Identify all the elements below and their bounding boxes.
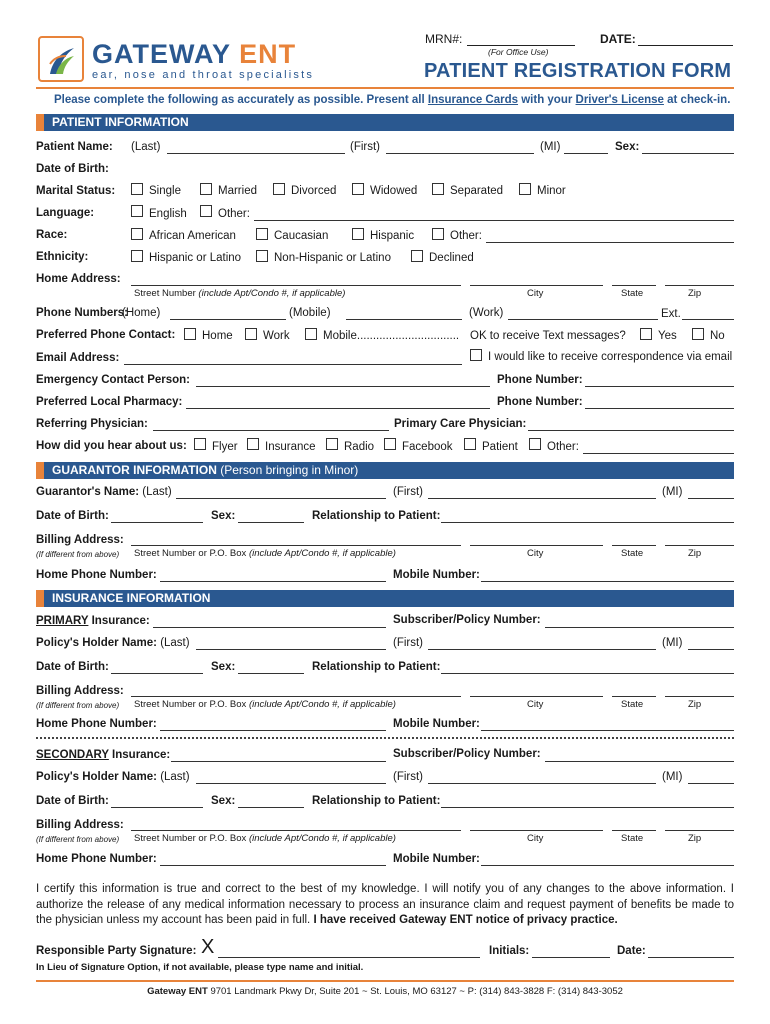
form-header xyxy=(0,0,770,95)
secondary-holder-mi-field[interactable] xyxy=(688,783,734,784)
primary-dob-field[interactable] xyxy=(111,673,203,674)
ext-label: Ext. xyxy=(661,308,681,320)
hear-other-field[interactable] xyxy=(583,453,734,454)
language-option-label: Other: xyxy=(218,208,250,220)
hear-flyer-checkbox[interactable] xyxy=(194,438,206,450)
secondary-word: SECONDARY xyxy=(36,749,109,761)
instructions-text: with your xyxy=(518,94,576,106)
patient-first-name-field[interactable] xyxy=(386,153,534,154)
street-po-text: Street Number or P.O. Box xyxy=(134,833,247,844)
city-hint: City xyxy=(527,833,544,844)
guarantor-home-phone-label: Home Phone Number: xyxy=(36,569,157,581)
yes-label: Yes xyxy=(658,330,677,342)
guarantor-relationship-field[interactable] xyxy=(441,522,734,523)
pharmacy-phone-field[interactable] xyxy=(585,408,734,409)
section-title: PATIENT INFORMATION xyxy=(52,115,189,129)
pharmacy-field[interactable] xyxy=(186,408,490,409)
drivers-license-text: Driver's License xyxy=(575,94,664,106)
marital-option-label: Minor xyxy=(537,185,566,197)
secondary-billing-street-field[interactable] xyxy=(131,830,461,831)
footer-brand: Gateway ENT xyxy=(147,986,208,997)
pharmacy-phone-label: Phone Number: xyxy=(497,396,583,408)
section-title xyxy=(52,463,358,477)
hear-option-label: Flyer xyxy=(212,441,238,453)
if-different-note: (If different from above) xyxy=(36,550,120,559)
guarantor-billing-city-field[interactable] xyxy=(470,545,603,546)
primary-mobile-label: Mobile Number: xyxy=(393,718,480,730)
initials-label: Initials: xyxy=(489,945,530,957)
zip-hint: Zip xyxy=(688,699,702,710)
secondary-sex-label: Sex: xyxy=(211,795,236,807)
initials-field[interactable] xyxy=(532,957,610,958)
section-accent xyxy=(36,590,44,607)
guarantor-sex-field[interactable] xyxy=(238,522,304,523)
street-po-hint xyxy=(134,547,396,561)
secondary-subscriber-label: Subscriber/Policy Number: xyxy=(393,748,541,760)
pharmacy-label: Preferred Local Pharmacy: xyxy=(36,396,183,408)
emergency-contact-label: Emergency Contact Person: xyxy=(36,374,191,386)
if-different-note: (If different from above) xyxy=(36,701,120,710)
language-option-label: English xyxy=(149,208,187,220)
secondary-holder-label xyxy=(36,770,190,784)
insurance-cards-text: Insurance Cards xyxy=(427,94,519,106)
first-name-label: (First) xyxy=(393,486,424,498)
home-phone-label: (Home) xyxy=(122,307,161,319)
hear-insurance-checkbox[interactable] xyxy=(247,438,259,450)
insurance-divider xyxy=(36,737,734,739)
signature-date-label: Date: xyxy=(617,945,646,957)
insurance-section-header xyxy=(36,590,734,607)
contact-option-label: Home xyxy=(202,330,233,342)
ethnicity-option-label: Non-Hispanic or Latino xyxy=(274,252,391,264)
primary-sex-field[interactable] xyxy=(238,673,304,674)
hear-facebook-checkbox[interactable] xyxy=(384,438,396,450)
guarantor-sex-label: Sex: xyxy=(211,510,236,522)
email-correspondence-label: I would like to receive correspondence via email xyxy=(488,351,733,363)
race-label: Race: xyxy=(36,229,68,241)
city-hint: City xyxy=(527,288,544,299)
patient-mi-field[interactable] xyxy=(564,153,608,154)
hear-patient-checkbox[interactable] xyxy=(464,438,476,450)
emergency-phone-field[interactable] xyxy=(585,386,734,387)
hear-option-label: Insurance xyxy=(265,441,316,453)
work-phone-label: (Work) xyxy=(469,307,504,319)
primary-holder-mi-field[interactable] xyxy=(688,649,734,650)
secondary-billing-city-field[interactable] xyxy=(470,830,603,831)
email-label: Email Address: xyxy=(36,352,120,364)
email-field[interactable] xyxy=(124,364,462,365)
primary-mobile-field[interactable] xyxy=(481,730,734,731)
text-yes-checkbox[interactable] xyxy=(640,328,652,340)
hear-other-checkbox[interactable] xyxy=(529,438,541,450)
secondary-billing-label: Billing Address: xyxy=(36,819,124,831)
apt-note-text: (include Apt/Condo #, if applicable) xyxy=(248,699,396,710)
ethnicity-hispanic-checkbox[interactable] xyxy=(131,250,143,262)
primary-holder-first-field[interactable] xyxy=(428,649,656,650)
mobile-phone-field[interactable] xyxy=(346,319,462,320)
apt-note-text: (include Apt/Condo #, if applicable) xyxy=(248,548,396,559)
guarantor-relationship-label: Relationship to Patient: xyxy=(312,510,441,522)
signature-field[interactable] xyxy=(218,957,480,958)
last-name-label: (Last) xyxy=(160,771,190,783)
primary-word: PRIMARY xyxy=(36,615,89,627)
mi-label: (MI) xyxy=(540,141,561,153)
guarantor-mobile-field[interactable] xyxy=(481,581,734,582)
race-caucasian-checkbox[interactable] xyxy=(256,228,268,240)
marital-minor-checkbox[interactable] xyxy=(519,183,531,195)
date-field[interactable] xyxy=(638,45,733,46)
guarantor-mobile-label: Mobile Number: xyxy=(393,569,480,581)
logo-tagline: ear, nose and throat specialists xyxy=(92,69,315,81)
guarantor-dob-field[interactable] xyxy=(111,522,203,523)
insurance-suffix: Insurance: xyxy=(88,615,150,627)
race-option-label: African American xyxy=(149,230,236,242)
emergency-phone-label: Phone Number: xyxy=(497,374,583,386)
street-po-text: Street Number or P.O. Box xyxy=(134,699,247,710)
first-name-label: (First) xyxy=(393,771,424,783)
pcp-label: Primary Care Physician: xyxy=(394,418,527,430)
dob-label: Date of Birth: xyxy=(36,163,109,175)
race-other-field[interactable] xyxy=(486,242,734,243)
instructions xyxy=(54,94,730,106)
race-other-checkbox[interactable] xyxy=(432,228,444,240)
guarantor-billing-state-field[interactable] xyxy=(612,545,656,546)
patient-section-header xyxy=(36,114,734,131)
home-address-label: Home Address: xyxy=(36,273,121,285)
mrn-field[interactable] xyxy=(467,45,575,46)
guarantor-last-name-field[interactable] xyxy=(176,498,386,499)
contact-option-label: Mobile................................ xyxy=(323,330,460,342)
guarantor-first-name-field[interactable] xyxy=(428,498,656,499)
contact-work-checkbox[interactable] xyxy=(245,328,257,340)
language-label: Language: xyxy=(36,207,95,219)
privacy-notice-text: I have received Gateway ENT notice of privacy practice. xyxy=(313,914,618,926)
text-no-checkbox[interactable] xyxy=(692,328,704,340)
referring-physician-field[interactable] xyxy=(153,430,389,431)
state-hint: State xyxy=(621,288,644,299)
state-hint: State xyxy=(621,833,644,844)
secondary-billing-zip-field[interactable] xyxy=(665,830,734,831)
primary-relationship-field[interactable] xyxy=(441,673,734,674)
sex-label: Sex: xyxy=(615,141,640,153)
text-messages-label: OK to receive Text messages? xyxy=(470,330,626,342)
city-hint: City xyxy=(527,699,544,710)
secondary-dob-field[interactable] xyxy=(111,807,203,808)
footer-address: 9701 Landmark Pkwy Dr, Suite 201 ~ St. Louis, MO 63127 ~ P: (314) 843-3828 F: (314) 843-3052 xyxy=(207,986,623,997)
guarantor-section-header xyxy=(36,462,734,479)
section-title: INSURANCE INFORMATION xyxy=(52,591,211,605)
language-other-checkbox[interactable] xyxy=(200,205,212,217)
leaf-icon xyxy=(46,44,78,76)
date-label: DATE: xyxy=(600,32,636,46)
guarantor-subtitle-text: (Person bringing in Minor) xyxy=(220,463,359,477)
guarantor-billing-street-field[interactable] xyxy=(131,545,461,546)
guarantor-billing-zip-field[interactable] xyxy=(665,545,734,546)
street-number-text: Street Number xyxy=(134,288,196,299)
title-divider xyxy=(36,87,734,89)
secondary-holder-last-field[interactable] xyxy=(196,783,386,784)
marital-status-label: Marital Status: xyxy=(36,185,116,197)
primary-billing-street-field[interactable] xyxy=(131,696,461,697)
certification-text: I certify this information is true and correct to the best of my knowledge. I will notify you of any changes to the above information. I authorize the release of any medical information necessary to process an insurance claim and request payment of benefits be made to the physician unless my account has been paid in full. xyxy=(36,883,734,926)
primary-sex-label: Sex: xyxy=(211,661,236,673)
primary-relationship-label: Relationship to Patient: xyxy=(312,661,441,673)
apt-note-text: (include Apt/Condo #, if applicable) xyxy=(198,288,346,299)
contact-option-label: Work xyxy=(263,330,290,342)
mi-label: (MI) xyxy=(662,771,683,783)
race-option-label: Caucasian xyxy=(274,230,329,242)
ethnicity-option-label: Declined xyxy=(429,252,474,264)
primary-holder-label xyxy=(36,636,190,650)
marital-option-label: Widowed xyxy=(370,185,418,197)
home-state-field[interactable] xyxy=(612,285,656,286)
ethnicity-declined-checkbox[interactable] xyxy=(411,250,423,262)
last-name-label: (Last) xyxy=(131,141,161,153)
signature-label: Responsible Party Signature: xyxy=(36,945,197,957)
marital-separated-checkbox[interactable] xyxy=(432,183,444,195)
primary-billing-label: Billing Address: xyxy=(36,685,124,697)
footer xyxy=(0,986,770,997)
ethnicity-non-hispanic-checkbox[interactable] xyxy=(256,250,268,262)
marital-married-checkbox[interactable] xyxy=(200,183,212,195)
logo-gateway-text: GATEWAY xyxy=(92,39,231,69)
guarantor-name-text: Guarantor's Name: xyxy=(36,486,140,498)
first-name-label: (First) xyxy=(393,637,424,649)
race-option-label: Other: xyxy=(450,230,482,242)
guarantor-dob-label: Date of Birth: xyxy=(36,510,109,522)
apt-note-text: (include Apt/Condo #, if applicable) xyxy=(248,833,396,844)
street-number-hint xyxy=(134,287,345,301)
secondary-billing-state-field[interactable] xyxy=(612,830,656,831)
signature-date-field[interactable] xyxy=(648,957,734,958)
hear-about-label: How did you hear about us: xyxy=(36,440,187,452)
gateway-ent-logo-mark xyxy=(38,36,84,82)
secondary-sex-field[interactable] xyxy=(238,807,304,808)
home-phone-field[interactable] xyxy=(170,319,286,320)
hear-option-label: Other: xyxy=(547,441,579,453)
secondary-insurance-label xyxy=(36,748,170,762)
guarantor-title-text: GUARANTOR INFORMATION xyxy=(52,463,217,477)
race-option-label: Hispanic xyxy=(370,230,415,242)
secondary-mobile-label: Mobile Number: xyxy=(393,853,480,865)
secondary-subscriber-field[interactable] xyxy=(545,761,734,762)
insurance-suffix: Insurance: xyxy=(108,749,171,761)
secondary-insurance-field[interactable] xyxy=(171,761,386,762)
primary-subscriber-field[interactable] xyxy=(545,627,734,628)
street-po-text: Street Number or P.O. Box xyxy=(134,548,247,559)
secondary-relationship-label: Relationship to Patient: xyxy=(312,795,441,807)
secondary-mobile-field[interactable] xyxy=(481,865,734,866)
preferred-contact-label: Preferred Phone Contact: xyxy=(36,329,176,341)
street-po-hint xyxy=(134,698,396,712)
marital-option-label: Divorced xyxy=(291,185,337,197)
primary-subscriber-label: Subscriber/Policy Number: xyxy=(393,614,541,626)
holder-name-text: Policy's Holder Name: xyxy=(36,637,157,649)
language-english-checkbox[interactable] xyxy=(131,205,143,217)
state-hint: State xyxy=(621,699,644,710)
mobile-phone-label: (Mobile) xyxy=(289,307,331,319)
mi-label: (MI) xyxy=(662,486,683,498)
race-hispanic-checkbox[interactable] xyxy=(352,228,364,240)
marital-option-label: Separated xyxy=(450,185,504,197)
logo-wordmark xyxy=(92,40,296,68)
zip-hint: Zip xyxy=(688,548,702,559)
guarantor-mi-field[interactable] xyxy=(688,498,734,499)
guarantor-billing-label: Billing Address: xyxy=(36,534,124,546)
holder-name-text: Policy's Holder Name: xyxy=(36,771,157,783)
mrn-label: MRN#: xyxy=(425,32,463,46)
home-zip-field[interactable] xyxy=(665,285,734,286)
email-correspondence-checkbox[interactable] xyxy=(470,349,482,361)
lieu-of-signature-note: In Lieu of Signature Option, if not available, please type name and initial. xyxy=(36,962,364,973)
section-accent xyxy=(36,114,44,131)
emergency-contact-field[interactable] xyxy=(196,386,490,387)
primary-billing-state-field[interactable] xyxy=(612,696,656,697)
secondary-home-phone-label: Home Phone Number: xyxy=(36,853,157,865)
primary-home-phone-label: Home Phone Number: xyxy=(36,718,157,730)
primary-billing-city-field[interactable] xyxy=(470,696,603,697)
marital-widowed-checkbox[interactable] xyxy=(352,183,364,195)
section-accent xyxy=(36,462,44,479)
primary-insurance-label xyxy=(36,614,150,628)
hear-option-label: Radio xyxy=(344,441,375,453)
last-name-label: (Last) xyxy=(142,486,172,498)
certification-statement xyxy=(36,882,734,929)
no-label: No xyxy=(710,330,725,342)
marital-option-label: Single xyxy=(149,185,181,197)
patient-last-name-field[interactable] xyxy=(167,153,345,154)
marital-option-label: Married xyxy=(218,185,257,197)
instructions-text: Please complete the following as accurately as possible. Present all xyxy=(54,94,428,106)
contact-home-checkbox[interactable] xyxy=(184,328,196,340)
patient-name-label: Patient Name: xyxy=(36,141,113,153)
secondary-holder-first-field[interactable] xyxy=(428,783,656,784)
footer-divider xyxy=(36,980,734,982)
mi-label: (MI) xyxy=(662,637,683,649)
secondary-home-phone-field[interactable] xyxy=(160,865,386,866)
primary-holder-last-field[interactable] xyxy=(196,649,386,650)
hear-option-label: Patient xyxy=(482,441,518,453)
primary-insurance-field[interactable] xyxy=(153,627,386,628)
primary-billing-zip-field[interactable] xyxy=(665,696,734,697)
pcp-field[interactable] xyxy=(528,430,734,431)
patient-sex-field[interactable] xyxy=(642,153,734,154)
office-use-note: (For Office Use) xyxy=(488,47,549,57)
phone-numbers-label: Phone Numbers: xyxy=(36,307,129,319)
state-hint: State xyxy=(621,548,644,559)
work-ext-field[interactable] xyxy=(682,319,734,320)
race-african-american-checkbox[interactable] xyxy=(131,228,143,240)
home-street-field[interactable] xyxy=(131,285,461,286)
zip-hint: Zip xyxy=(688,833,702,844)
if-different-note: (If different from above) xyxy=(36,835,120,844)
home-city-field[interactable] xyxy=(470,285,603,286)
instructions-text: at check-in. xyxy=(663,94,731,106)
guarantor-name-label xyxy=(36,485,172,499)
contact-mobile-checkbox[interactable] xyxy=(305,328,317,340)
primary-dob-label: Date of Birth: xyxy=(36,661,109,673)
language-other-field[interactable] xyxy=(254,220,734,221)
referring-physician-label: Referring Physician: xyxy=(36,418,148,430)
ethnicity-label: Ethnicity: xyxy=(36,251,89,263)
first-name-label: (First) xyxy=(350,141,381,153)
hear-radio-checkbox[interactable] xyxy=(326,438,338,450)
city-hint: City xyxy=(527,548,544,559)
last-name-label: (Last) xyxy=(160,637,190,649)
signature-x-mark: X xyxy=(201,936,215,958)
logo-ent-text: ENT xyxy=(239,39,297,69)
primary-home-phone-field[interactable] xyxy=(160,730,386,731)
zip-hint: Zip xyxy=(688,288,702,299)
ethnicity-option-label: Hispanic or Latino xyxy=(149,252,242,264)
secondary-relationship-field[interactable] xyxy=(441,807,734,808)
street-po-hint xyxy=(134,832,396,846)
marital-single-checkbox[interactable] xyxy=(131,183,143,195)
secondary-dob-label: Date of Birth: xyxy=(36,795,109,807)
marital-divorced-checkbox[interactable] xyxy=(273,183,285,195)
guarantor-home-phone-field[interactable] xyxy=(160,581,386,582)
hear-option-label: Facebook xyxy=(402,441,453,453)
form-title: PATIENT REGISTRATION FORM xyxy=(424,60,732,82)
work-phone-field[interactable] xyxy=(508,319,658,320)
